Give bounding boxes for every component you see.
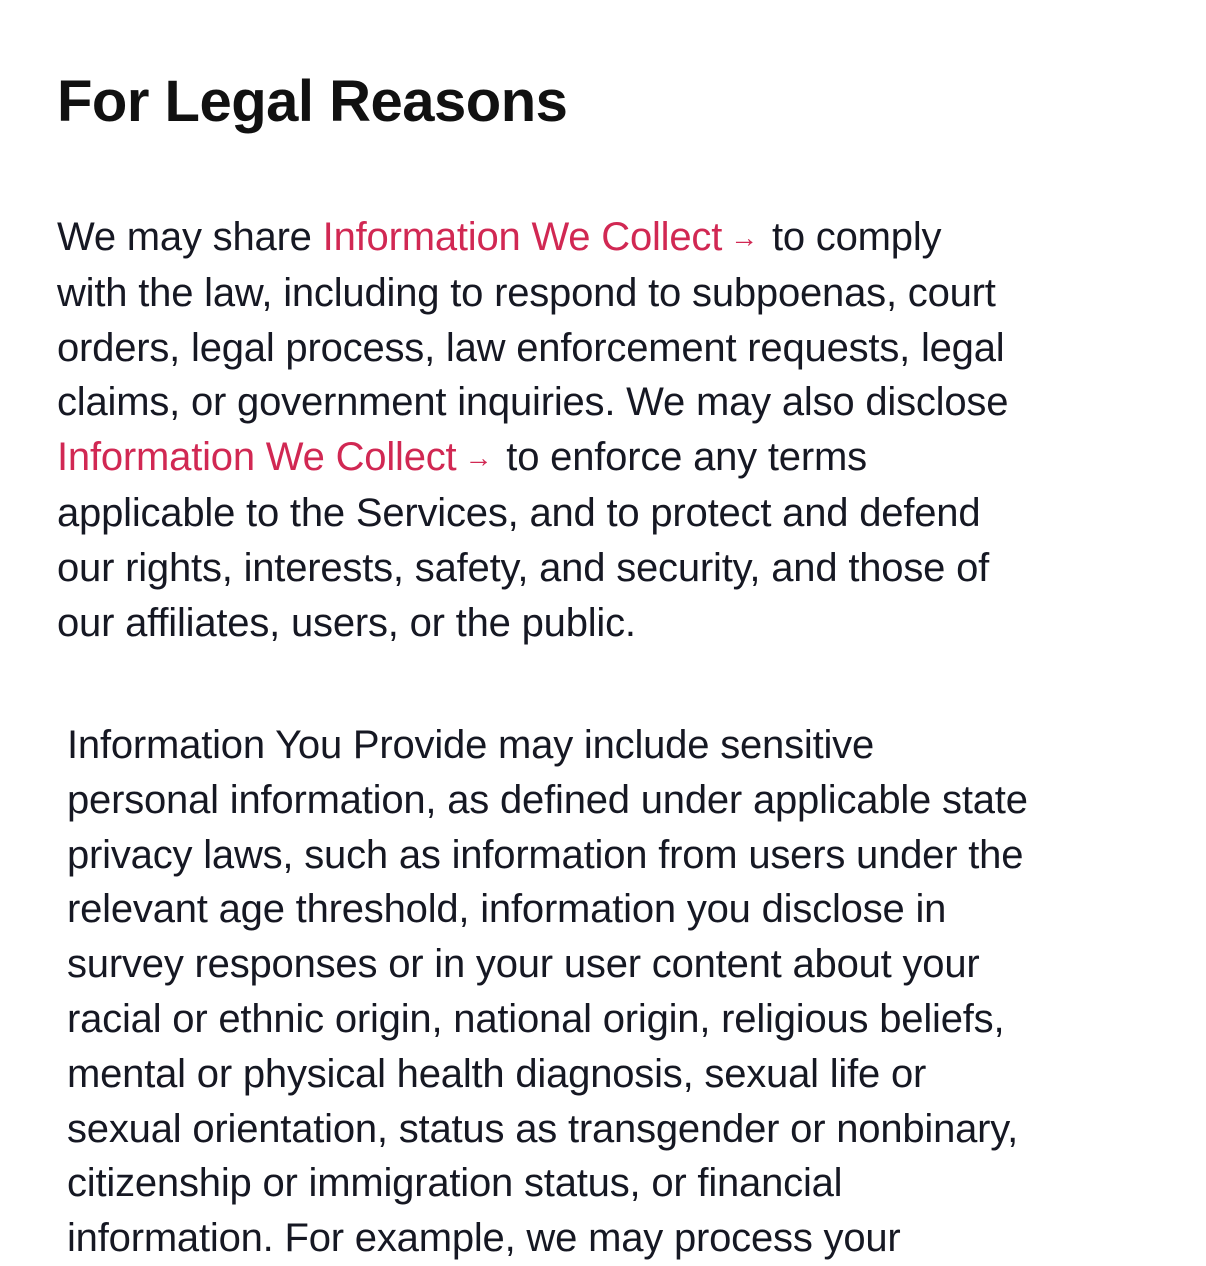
paragraph-line: our affiliates, users, or the public.	[57, 600, 636, 645]
paragraph-line: survey responses or in your user content about your	[67, 942, 980, 987]
information-we-collect-link[interactable]	[57, 435, 506, 479]
paragraph-line: racial or ethnic origin, national origin, religious beliefs,	[67, 996, 1005, 1041]
paragraph-line: information. For example, we may process your	[67, 1216, 901, 1261]
information-we-collect-link[interactable]	[323, 215, 772, 259]
paragraph-line: with the law, including to respond to subpoenas, court	[57, 270, 996, 315]
paragraph-line: mental or physical health diagnosis, sexual life or	[67, 1051, 927, 1096]
paragraph-line	[57, 430, 1157, 486]
section-title: For Legal Reasons	[57, 69, 568, 134]
sensitive-information-paragraph	[67, 718, 1167, 1266]
paragraph-line: personal information, as defined under applicable state	[67, 777, 1028, 822]
paragraph-line: sexual orientation, status as transgender or nonbinary,	[67, 1106, 1019, 1151]
paragraph-line	[57, 210, 1157, 266]
paragraph-line: Information You Provide may include sensitive	[67, 723, 875, 767]
paragraph-line: our rights, interests, safety, and security, and those of	[57, 545, 990, 590]
paragraph-text: We may share	[57, 215, 323, 259]
paragraph-line: privacy laws, such as information from users under the	[67, 832, 1024, 877]
arrow-right-icon: →	[730, 222, 758, 253]
legal-reasons-paragraph	[57, 210, 1157, 650]
paragraph-text: to enforce any terms	[506, 435, 867, 480]
paragraph-line: orders, legal process, law enforcement requests, legal	[57, 325, 1005, 370]
arrow-right-icon: →	[464, 442, 493, 474]
paragraph-line: applicable to the Services, and to protect and defend	[57, 490, 981, 535]
paragraph-text: to comply	[771, 215, 942, 259]
link-label: Information We Collect	[322, 215, 723, 259]
paragraph-line: citizenship or immigration status, or financial	[67, 1161, 843, 1206]
paragraph-line: relevant age threshold, information you disclose in	[67, 887, 947, 932]
paragraph-line: claims, or government inquiries. We may also disclose	[57, 380, 1009, 425]
link-label: Information We Collect	[57, 435, 457, 480]
